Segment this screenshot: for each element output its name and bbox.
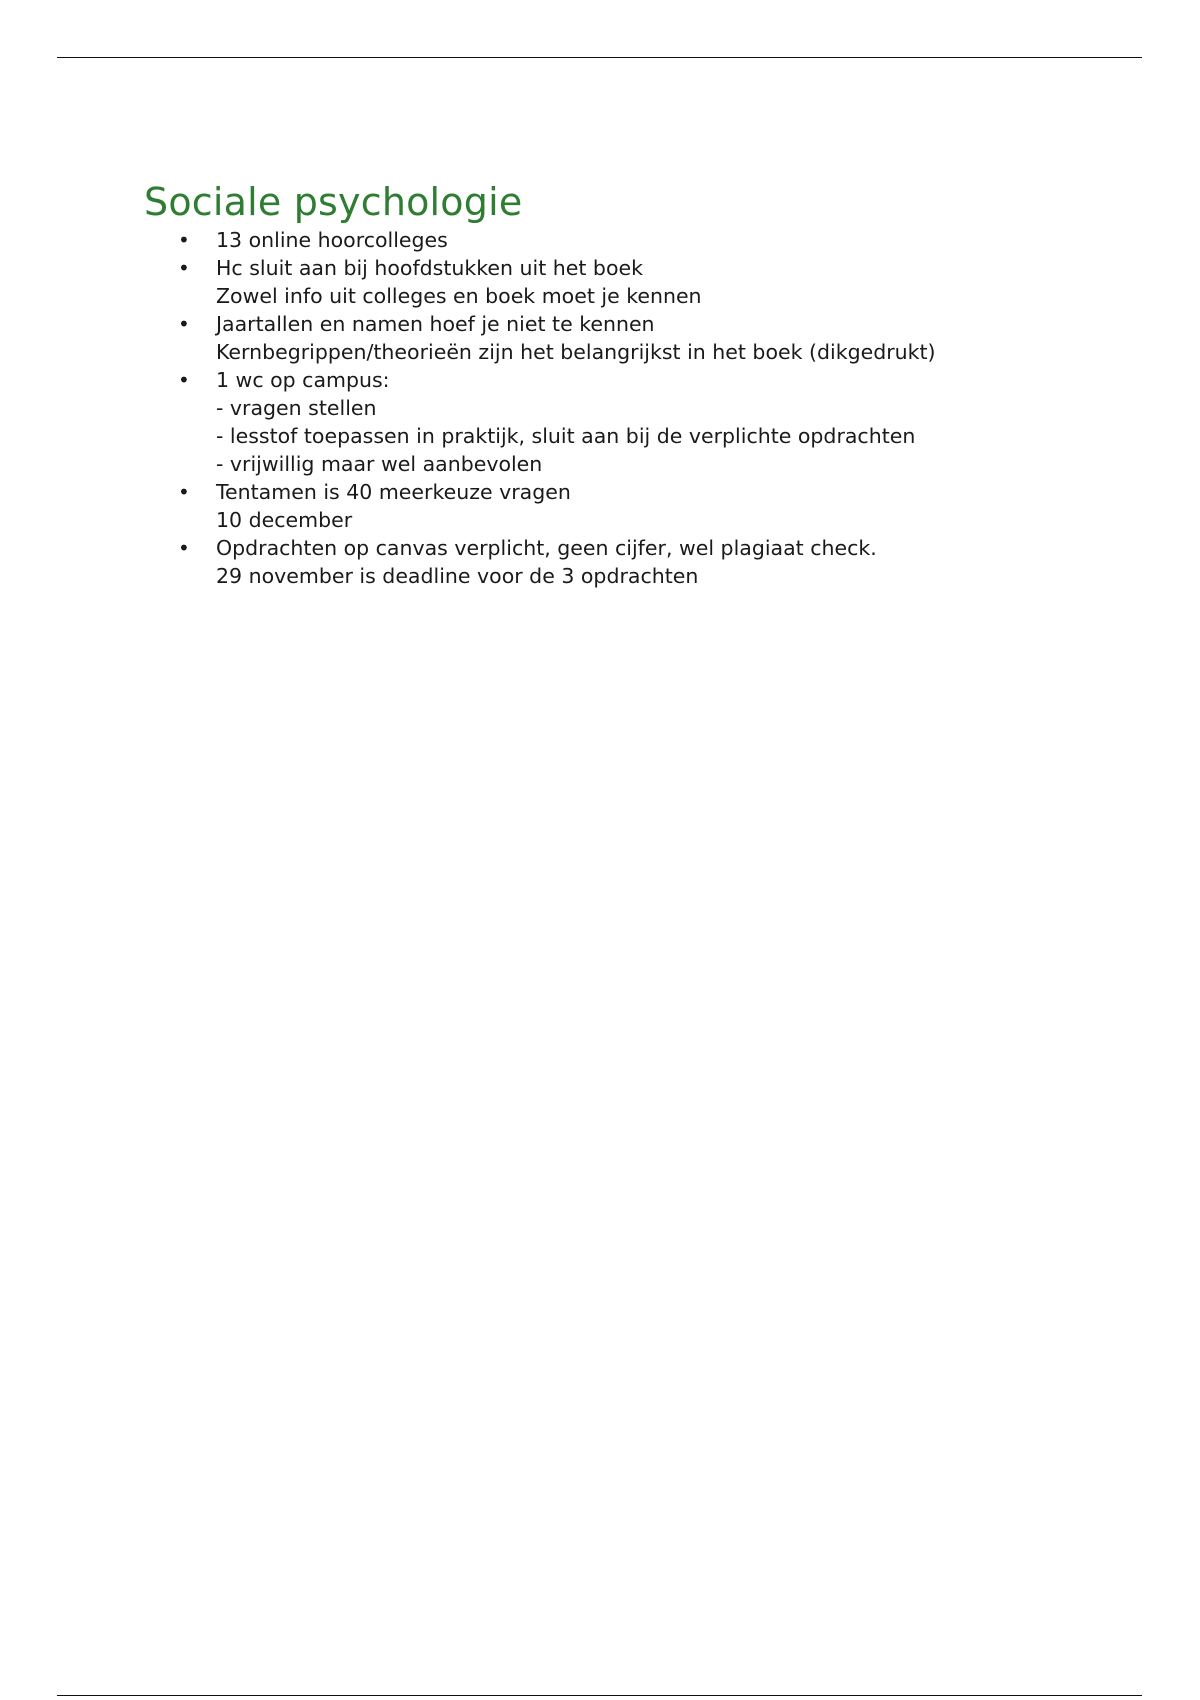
list-item-line: 1 wc op campus: (216, 368, 390, 392)
list-item-line: Kernbegrippen/theorieën zijn het belangrijkst in het boek (dikgedrukt) (216, 340, 936, 364)
list-item (144, 366, 1104, 478)
list-item-line: - vrijwillig maar wel aanbevolen (216, 452, 543, 476)
list-item (144, 226, 1104, 254)
list-item-line: 29 november is deadline voor de 3 opdrachten (216, 564, 699, 588)
bullet-icon: • (178, 536, 190, 560)
list-item-line: Zowel info uit colleges en boek moet je kennen (216, 284, 702, 308)
list-item-line: 10 december (216, 508, 353, 532)
bullet-icon: • (178, 312, 190, 336)
bullet-icon: • (178, 256, 190, 280)
list-item-line: Hc sluit aan bij hoofdstukken uit het boek (216, 256, 643, 280)
list-item-line: - vragen stellen (216, 396, 377, 420)
bullet-icon: • (178, 228, 190, 252)
list-item (144, 254, 1104, 310)
list-item-line: Opdrachten op canvas verplicht, geen cijfer, wel plagiaat check. (216, 536, 877, 560)
notes-list (144, 226, 1104, 590)
list-item-line: - lesstof toepassen in praktijk, sluit aan bij de verplichte opdrachten (216, 424, 916, 448)
bullet-icon: • (178, 480, 190, 504)
list-item (144, 478, 1104, 534)
header-rule (57, 57, 1142, 58)
footer-rule (57, 1695, 1142, 1696)
list-item-line: Jaartallen en namen hoef je niet te kennen (216, 312, 655, 336)
list-item-line: Tentamen is 40 meerkeuze vragen (216, 480, 571, 504)
list-item (144, 534, 1104, 590)
bullet-icon: • (178, 368, 190, 392)
list-item-line: 13 online hoorcolleges (216, 228, 448, 252)
document-body (144, 178, 1104, 590)
page-title: Sociale psychologie (144, 180, 523, 224)
list-item (144, 310, 1104, 366)
